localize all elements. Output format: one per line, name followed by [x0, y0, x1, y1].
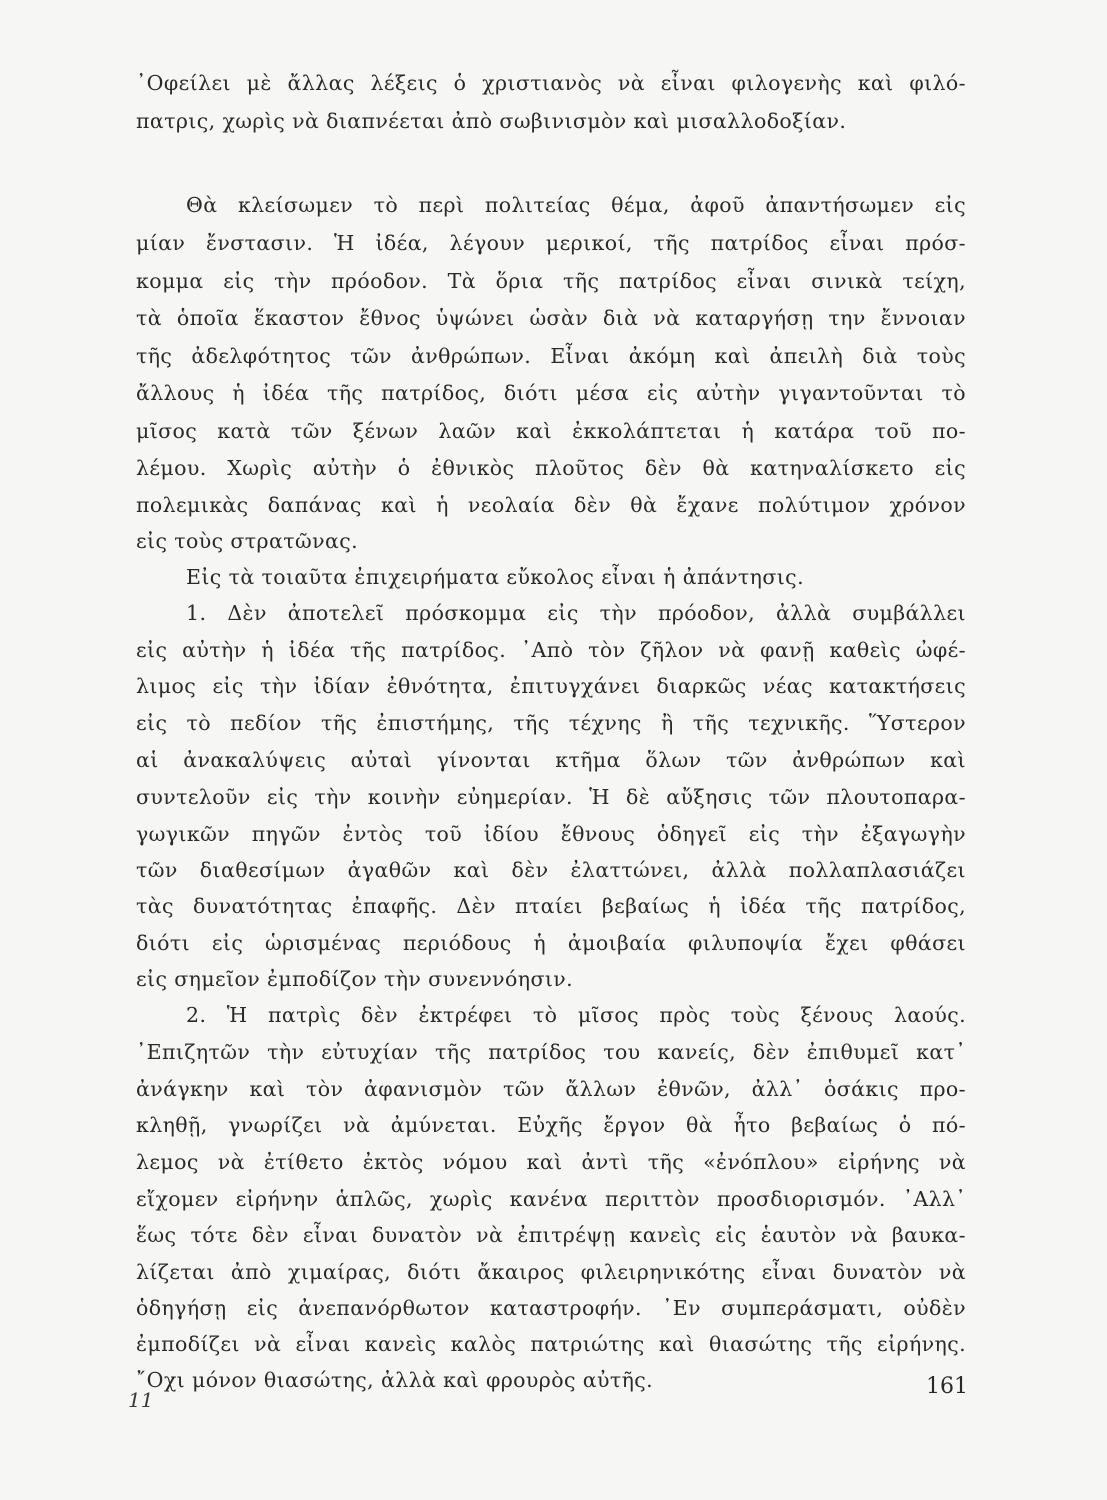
text-line: λίζεται ἀπὸ χιμαίρας, διότι ἄκαιρος φιλειρηνικότης εἶναι δυνατὸν νὰ	[136, 1260, 966, 1284]
text-line: εἰς αὐτὴν ἡ ἰδέα τῆς πατρίδος. ᾿Απὸ τὸν ζῆλον νὰ φανῇ καθεὶς ὠφέ-	[136, 638, 966, 662]
text-line: μῖσος κατὰ τῶν ξένων λαῶν καὶ ἐκκολάπτεται ἡ κατάρα τοῦ πο-	[136, 419, 966, 443]
text-line: 1. Δὲν ἀποτελεῖ πρόσκομμα εἰς τὴν πρόοδον, ἀλλὰ συμβάλλει	[186, 601, 966, 625]
text-line: 2. Ἡ πατρὶς δὲν ἐκτρέφει τὸ μῖσος πρὸς τοὺς ξένους λαούς.	[186, 1003, 966, 1027]
text-line: λεμος νὰ ἐτίθετο ἐκτὸς νόμου καὶ ἀντὶ τῆς «ἐνόπλου» εἰρήνης νὰ	[136, 1150, 966, 1174]
text-line: ἐμποδίζει νὰ εἶναι κανεὶς καλὸς πατριώτης καὶ θιασώτης τῆς εἰρήνης.	[136, 1332, 966, 1356]
text-line: διότι εἰς ὡρισμένας περιόδους ἡ ἀμοιβαία φιλυποψία ἔχει φθάσει	[136, 931, 966, 955]
text-line: ἕως τότε δὲν εἶναι δυνατὸν νὰ ἐπιτρέψῃ κανεὶς εἰς ἑαυτὸν νὰ βαυκα-	[136, 1223, 966, 1247]
text-line: λιμος εἰς τὴν ἰδίαν ἐθνότητα, ἐπιτυγχάνει διαρκῶς νέας κατακτήσεις	[136, 674, 966, 698]
text-line: εἴχομεν εἰρήνην ἁπλῶς, χωρὶς κανένα περιττὸν προσδιορισμόν. ᾿Αλλ᾿	[136, 1187, 966, 1211]
text-line: Εἰς τὰ τοιαῦτα ἐπιχειρήματα εὔκολος εἶναι ἡ ἀπάντησις.	[186, 565, 804, 589]
text-line: ἄλλους ἡ ἰδέα τῆς πατρίδος, διότι μέσα εἰς αὐτὴν γιγαντοῦνται τὸ	[136, 381, 966, 405]
text-line: μίαν ἔνστασιν. Ἡ ἰδέα, λέγουν μερικοί, τῆς πατρίδος εἶναι πρόσ-	[136, 231, 966, 255]
text-line: συντελοῦν εἰς τὴν κοινὴν εὐημερίαν. Ἡ δὲ αὔξησις τῶν πλουτοπαρα-	[136, 785, 966, 809]
text-line: ἀνάγκην καὶ τὸν ἀφανισμὸν τῶν ἄλλων ἐθνῶν, ἀλλ᾿ ὁσάκις προ-	[136, 1077, 966, 1101]
text-line: ᾿Επιζητῶν τὴν εὐτυχίαν τῆς πατρίδος του κανείς, δὲν ἐπιθυμεῖ κατ᾿	[136, 1040, 966, 1064]
text-line: τὰς δυνατότητας ἐπαφῆς. Δὲν πταίει βεβαίως ἡ ἰδέα τῆς πατρίδος,	[136, 894, 966, 918]
text-line: Θὰ κλείσωμεν τὸ περὶ πολιτείας θέμα, ἀφοῦ ἀπαντήσωμεν εἰς	[186, 193, 966, 217]
text-line: ῎Οχι μόνον θιασώτης, ἀλλὰ καὶ φρουρὸς αὐτῆς.	[136, 1368, 654, 1392]
text-line: γωγικῶν πηγῶν ἐντὸς τοῦ ἰδίου ἔθνους ὁδηγεῖ εἰς τὴν ἐξαγωγὴν	[136, 822, 966, 846]
text-line: πολεμικὰς δαπάνας καὶ ἡ νεολαία δὲν θὰ ἔχανε πολύτιμον χρόνον	[136, 493, 966, 517]
text-line: τῆς ἀδελφότητος τῶν ἀνθρώπων. Εἶναι ἀκόμη καὶ ἀπειλὴ διὰ τοὺς	[136, 344, 966, 368]
signature-mark: 11	[128, 1388, 154, 1412]
text-line: ᾿Οφείλει μὲ ἄλλας λέξεις ὁ χριστιανὸς νὰ εἶναι φιλογενὴς καὶ φιλό-	[136, 71, 966, 95]
text-line: εἰς σημεῖον ἐμποδίζον τὴν συνεννόησιν.	[136, 967, 574, 991]
page-number: 161	[926, 1374, 968, 1399]
text-line: τῶν διαθεσίμων ἀγαθῶν καὶ δὲν ἐλαττώνει, ἀλλὰ πολλαπλασιάζει	[136, 858, 966, 882]
text-line: κληθῇ, γνωρίζει νὰ ἀμύνεται. Εὐχῆς ἔργον θὰ ἦτο βεβαίως ὁ πό-	[136, 1113, 966, 1137]
text-line: τὰ ὁποῖα ἕκαστον ἔθνος ὑψώνει ὡσὰν διὰ νὰ καταργήσῃ την ἔννοιαν	[136, 306, 966, 330]
text-line: κομμα εἰς τὴν πρόοδον. Τὰ ὅρια τῆς πατρίδος εἶναι σινικὰ τείχη,	[136, 269, 966, 293]
text-line: πατρις, χωρὶς νὰ διαπνέεται ἀπὸ σωβινισμὸν καὶ μισαλλοδοξίαν.	[136, 109, 847, 133]
text-line: εἰς τὸ πεδίον τῆς ἐπιστήμης, τῆς τέχνης ἢ τῆς τεχνικῆς. Ὕστερον	[136, 711, 966, 735]
text-line: αἱ ἀνακαλύψεις αὐταὶ γίνονται κτῆμα ὅλων τῶν ἀνθρώπων καὶ	[136, 748, 966, 772]
text-line: εἰς τοὺς στρατῶνας.	[136, 529, 358, 553]
text-line: λέμου. Χωρὶς αὐτὴν ὁ ἐθνικὸς πλοῦτος δὲν θὰ κατηναλίσκετο εἰς	[136, 456, 966, 480]
text-line: ὁδηγήσῃ εἰς ἀνεπανόρθωτον καταστροφήν. ᾿Εν συμπεράσματι, οὐδὲν	[136, 1296, 966, 1320]
